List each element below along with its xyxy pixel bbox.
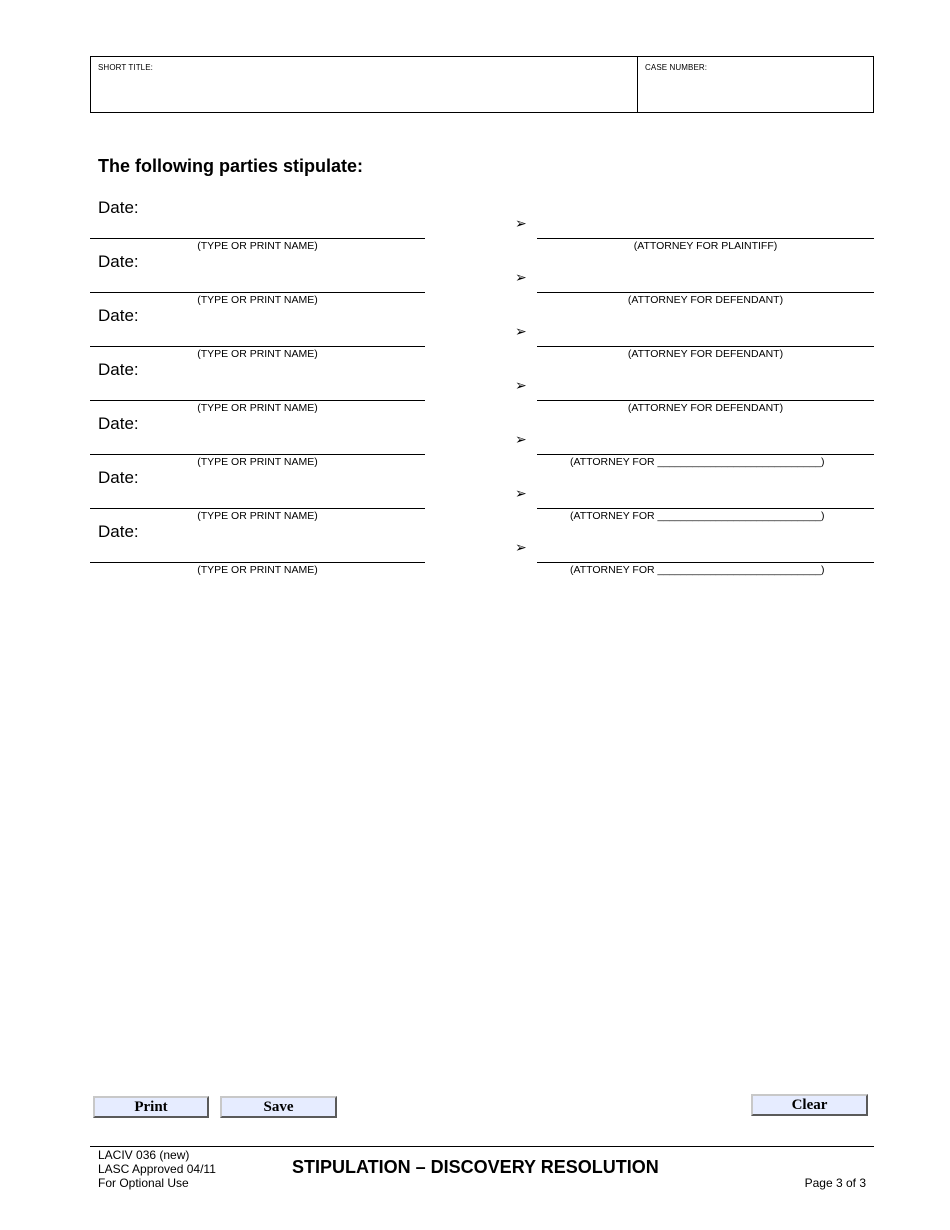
attorney-signature-line xyxy=(537,238,874,239)
date-field[interactable] xyxy=(145,362,405,380)
name-signature-line xyxy=(90,400,425,401)
party-name-field[interactable] xyxy=(95,276,420,292)
case-number-label: CASE NUMBER: xyxy=(645,63,708,72)
attorney-signature-field[interactable] xyxy=(540,382,870,398)
date-label: Date: xyxy=(98,360,139,379)
attorney-signature-line xyxy=(537,346,874,347)
name-caption: (TYPE OR PRINT NAME) xyxy=(197,348,318,360)
party-row xyxy=(0,306,950,360)
attorney-signature-field[interactable] xyxy=(540,274,870,290)
name-signature-line xyxy=(90,562,425,563)
attorney-caption: (ATTORNEY FOR DEFENDANT) xyxy=(627,294,784,306)
attorney-caption: (ATTORNEY FOR ____________________________) xyxy=(570,456,825,468)
save-button[interactable]: Save xyxy=(220,1096,337,1118)
page-heading: The following parties stipulate: xyxy=(98,156,364,176)
print-button[interactable]: Print xyxy=(93,1096,209,1118)
arrow-bullet-icon: ➢ xyxy=(515,269,527,285)
name-caption: (TYPE OR PRINT NAME) xyxy=(197,564,318,576)
name-signature-line xyxy=(90,346,425,347)
attorney-signature-line xyxy=(537,292,874,293)
date-label: Date: xyxy=(98,252,139,271)
date-label: Date: xyxy=(98,522,139,541)
date-field[interactable] xyxy=(145,254,405,272)
attorney-signature-line xyxy=(537,454,874,455)
attorney-caption: (ATTORNEY FOR ____________________________) xyxy=(570,510,825,522)
attorney-caption: (ATTORNEY FOR DEFENDANT) xyxy=(627,402,784,414)
page-number: Page 3 of 3 xyxy=(804,1176,866,1190)
name-caption: (TYPE OR PRINT NAME) xyxy=(197,456,318,468)
party-name-field[interactable] xyxy=(95,546,420,562)
case-number-field[interactable] xyxy=(643,75,871,110)
attorney-signature-line xyxy=(537,562,874,563)
form-title: STIPULATION – DISCOVERY RESOLUTION xyxy=(292,1157,659,1177)
name-signature-line xyxy=(90,454,425,455)
date-field[interactable] xyxy=(145,200,405,218)
date-field[interactable] xyxy=(145,524,405,542)
party-row xyxy=(0,522,950,576)
name-caption: (TYPE OR PRINT NAME) xyxy=(197,240,318,252)
name-caption: (TYPE OR PRINT NAME) xyxy=(197,402,318,414)
approval-date: LASC Approved 04/11 xyxy=(98,1162,216,1176)
clear-button[interactable]: Clear xyxy=(751,1094,868,1116)
party-name-field[interactable] xyxy=(95,492,420,508)
party-name-field[interactable] xyxy=(95,384,420,400)
party-row xyxy=(0,360,950,414)
short-title-field[interactable] xyxy=(97,75,633,110)
name-signature-line xyxy=(90,292,425,293)
attorney-signature-field[interactable] xyxy=(540,220,870,236)
date-field[interactable] xyxy=(145,308,405,326)
name-caption: (TYPE OR PRINT NAME) xyxy=(197,294,318,306)
date-label: Date: xyxy=(98,198,139,217)
party-name-field[interactable] xyxy=(95,330,420,346)
form-id: LACIV 036 (new) xyxy=(98,1148,190,1162)
case-header-box xyxy=(90,56,874,113)
arrow-bullet-icon: ➢ xyxy=(515,323,527,339)
attorney-caption: (ATTORNEY FOR DEFENDANT) xyxy=(627,348,784,360)
party-name-field[interactable] xyxy=(95,438,420,454)
attorney-signature-field[interactable] xyxy=(540,328,870,344)
attorney-signature-field[interactable] xyxy=(540,490,870,506)
party-name-field[interactable] xyxy=(95,222,420,238)
name-signature-line xyxy=(90,508,425,509)
party-row xyxy=(0,414,950,468)
form-info xyxy=(98,1148,216,1190)
arrow-bullet-icon: ➢ xyxy=(515,485,527,501)
attorney-signature-field[interactable] xyxy=(540,436,870,452)
date-field[interactable] xyxy=(145,470,405,488)
arrow-bullet-icon: ➢ xyxy=(515,539,527,555)
attorney-caption: (ATTORNEY FOR PLAINTIFF) xyxy=(633,240,778,252)
attorney-signature-line xyxy=(537,400,874,401)
arrow-bullet-icon: ➢ xyxy=(515,215,527,231)
name-caption: (TYPE OR PRINT NAME) xyxy=(197,510,318,522)
party-row xyxy=(0,468,950,522)
arrow-bullet-icon: ➢ xyxy=(515,377,527,393)
attorney-caption: (ATTORNEY FOR ____________________________) xyxy=(570,564,825,576)
party-row xyxy=(0,252,950,306)
short-title-label: SHORT TITLE: xyxy=(98,63,153,72)
party-row xyxy=(0,198,950,252)
arrow-bullet-icon: ➢ xyxy=(515,431,527,447)
attorney-signature-field[interactable] xyxy=(540,544,870,560)
date-label: Date: xyxy=(98,414,139,433)
date-field[interactable] xyxy=(145,416,405,434)
optional-use-note: For Optional Use xyxy=(98,1176,189,1190)
date-label: Date: xyxy=(98,306,139,325)
footer-divider xyxy=(90,1146,874,1147)
date-label: Date: xyxy=(98,468,139,487)
name-signature-line xyxy=(90,238,425,239)
attorney-signature-line xyxy=(537,508,874,509)
header-divider xyxy=(637,57,638,112)
